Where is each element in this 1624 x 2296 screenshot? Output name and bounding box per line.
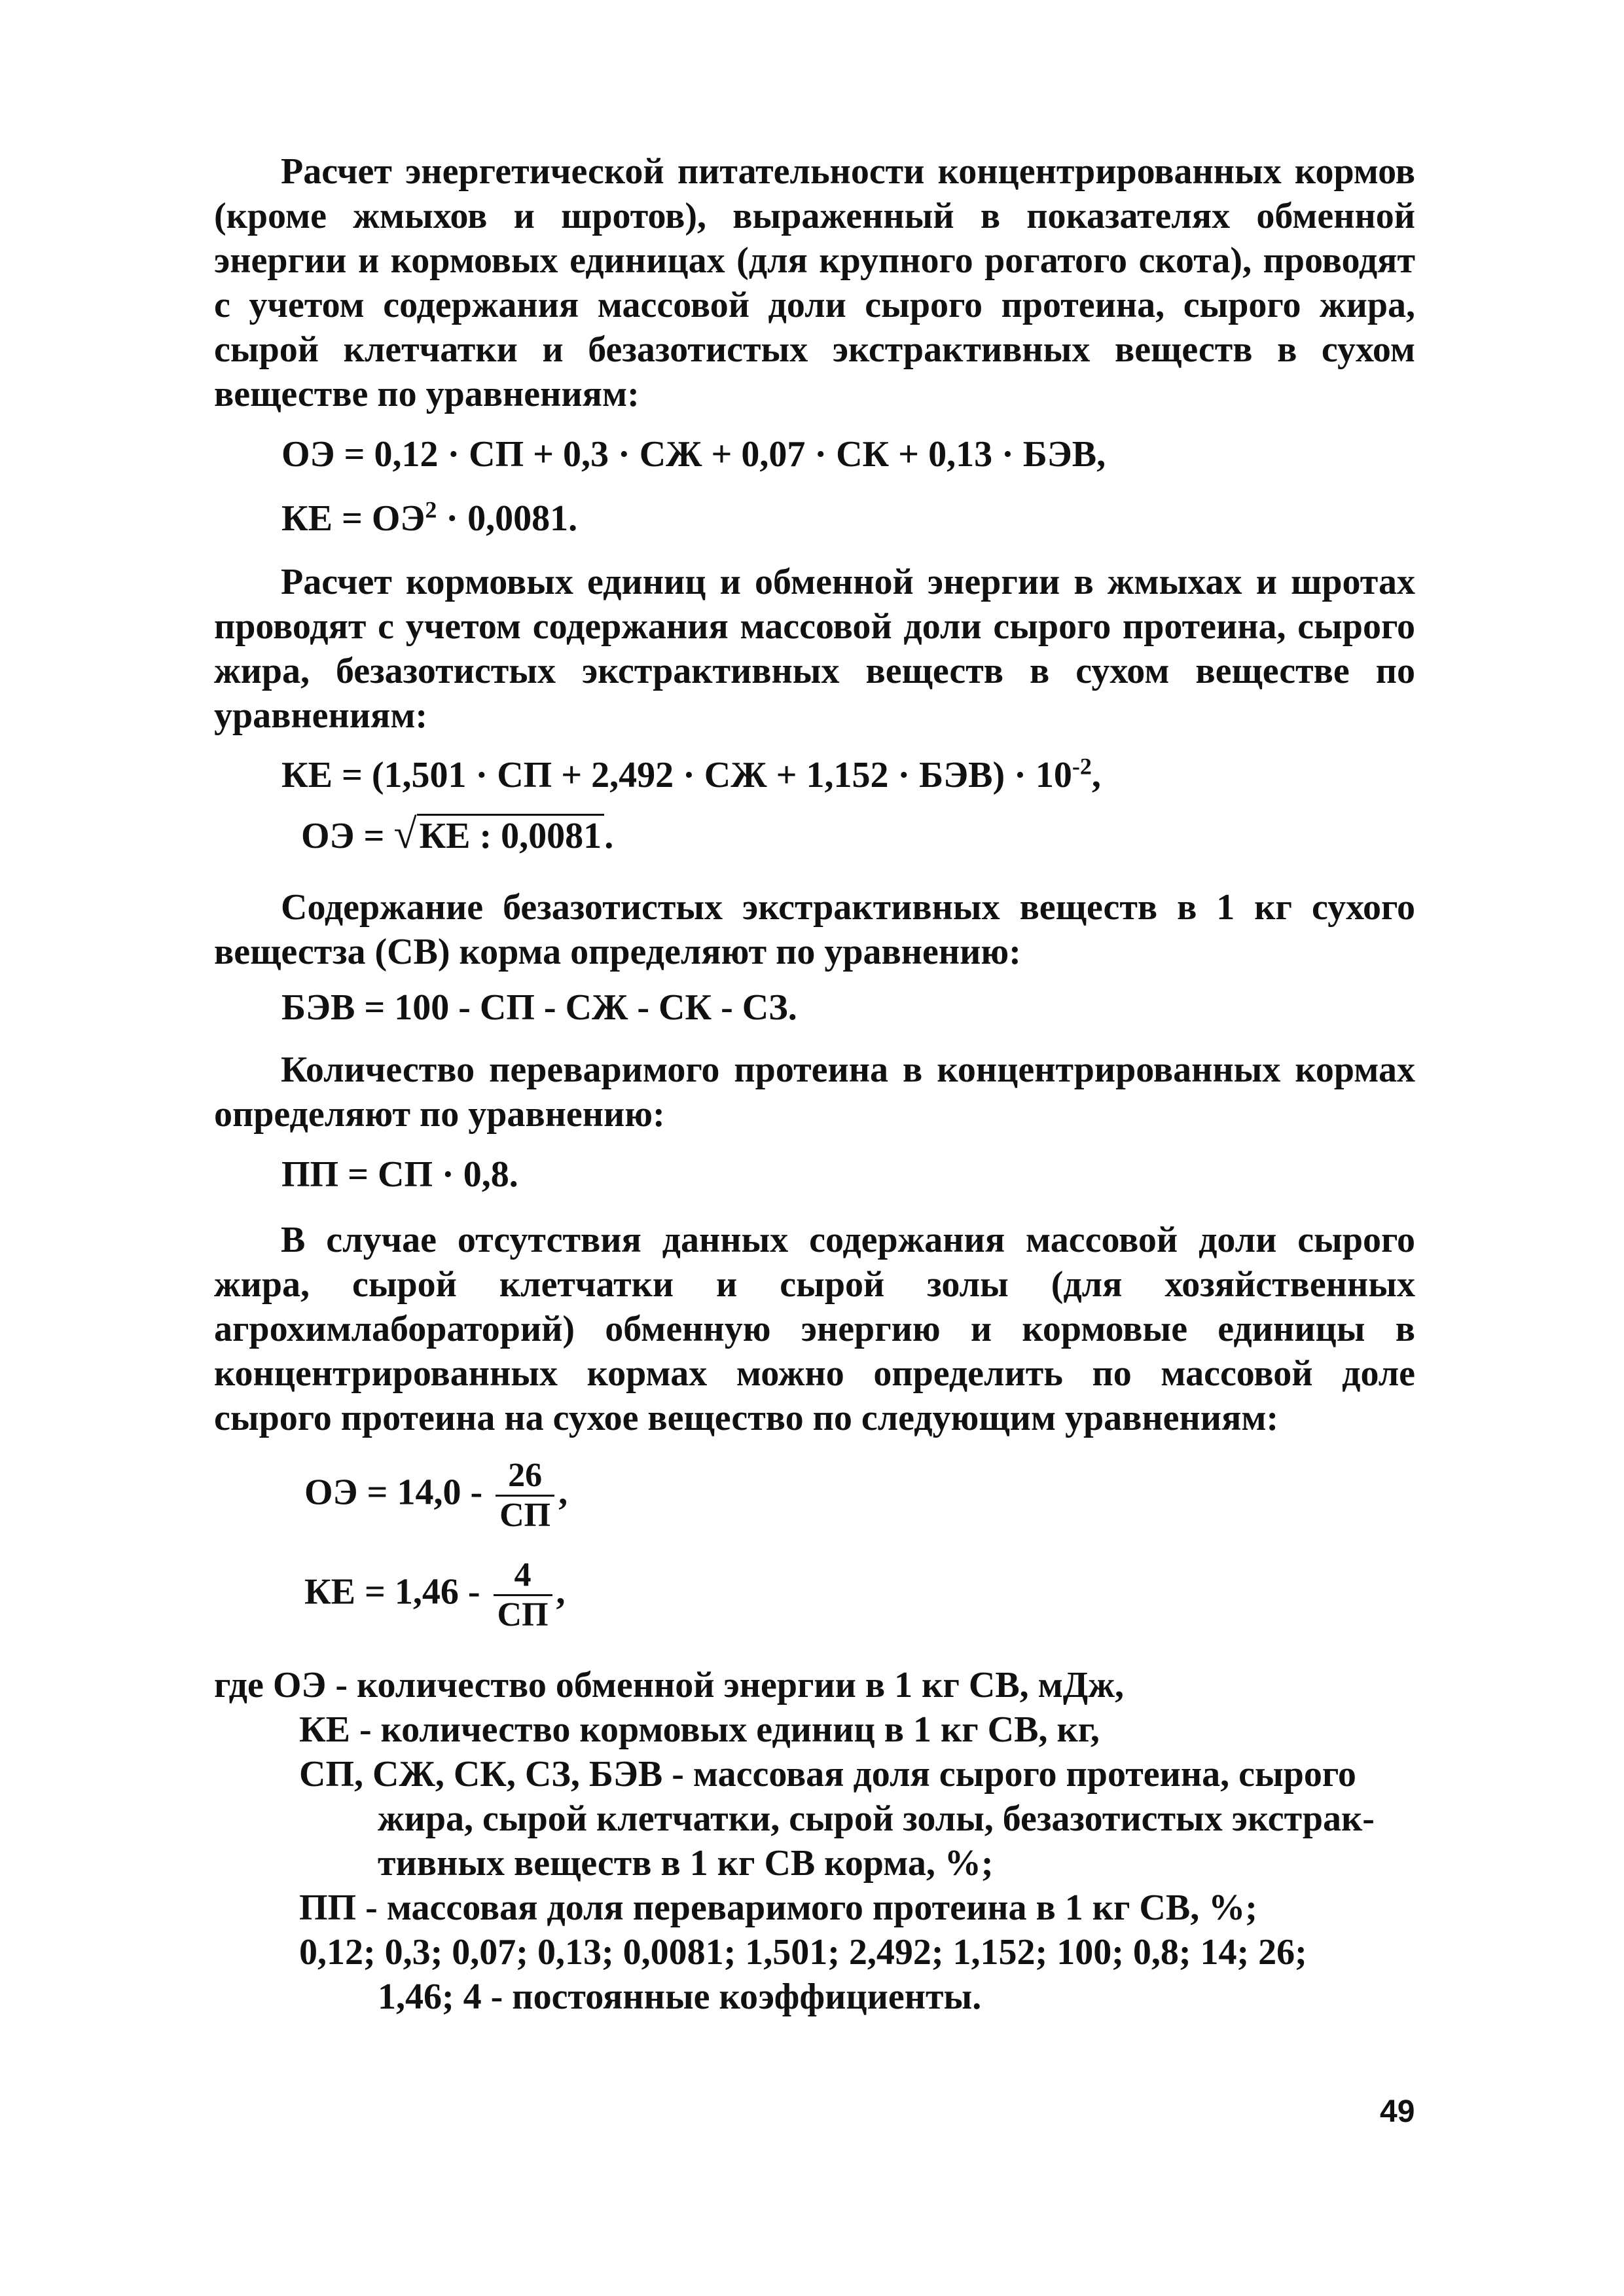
formula-ke-cakes [281,753,1101,797]
definition-components: СП, СЖ, СК, СЗ, БЭВ - массовая доля сырого протеина, сырого [299,1754,1356,1795]
fraction-numerator: 4 [494,1556,552,1596]
formula-pp: ПП = СП · 0,8. [281,1154,518,1195]
definition-pp: ПП - массовая доля переваримого протеина в 1 кг СВ, %; [299,1887,1257,1928]
sqrt-argument: КЕ : 0,0081 [417,814,605,856]
definition-oe-text: ОЭ - количество обменной энергии в 1 кг СВ, мДж, [272,1665,1124,1705]
formula-ke-left: КЕ = ОЭ [281,498,425,539]
formula-oe-simplified-right: , [558,1472,568,1513]
formula-ke-cakes-superscript: -2 [1072,753,1092,780]
sqrt-expression [393,812,604,858]
formula-oe-concentrates: ОЭ = 0,12 · СП + 0,3 · СЖ + 0,07 · СК + 0,13 · БЭВ, [281,434,1106,475]
paragraph-digestible-protein: Количество переваримого протеина в концентрированных кормах определяют по уравнению: [214,1049,1415,1135]
paragraph-missing-data: В случае отсутствия данных содержания массовой доли сырого жира, сырой клетчатки и сырой золы (для хозяйственных агрохимлабораторий) обменную энергию и кормовые единицы в концентрированных кормах можно определить по массовой доле сырого протеина на сухое вещество по следующим уравнениям: [214,1220,1415,1438]
formula-oe-sqrt-right: . [604,816,614,856]
paragraph-bev-content: Содержание безазотистых экстрактивных веществ в 1 кг сухого вещестза (СВ) корма определяют по уравнению: [214,887,1415,972]
fraction-denominator: СП [497,1596,549,1633]
formula-ke-cakes-right: , [1091,755,1101,795]
definition-ke: КЕ - количество кормовых единиц в 1 кг СВ, кг, [299,1709,1100,1750]
formula-ke-superscript: 2 [425,496,437,523]
formula-bev: БЭВ = 100 - СП - СЖ - СК - СЗ. [281,987,797,1028]
fraction-4-sp [494,1556,552,1634]
sqrt-sign: √ [393,811,417,857]
definition-components-cont2: тивных веществ в 1 кг СВ корма, %; [378,1843,994,1884]
paragraph-energy-calculation: Расчет энергетической питательности концентрированных кормов (кроме жмыхов и шротов), выраженный в показателях обменной энергии и кормовых единицах (для крупного рогатого скота), проводят с учетом содержания массовой доли сырого протеина, сырого жира, сырой клетчатки и безазотистых экстрактивных веществ в сухом веществе по уравнениям: [214,151,1415,414]
formula-ke-simplified [304,1556,566,1634]
where-label: где [214,1665,264,1705]
formula-oe-simplified-left: ОЭ = 14,0 - [304,1472,492,1513]
definition-coefficients: 0,12; 0,3; 0,07; 0,13; 0,0081; 1,501; 2,492; 1,152; 100; 0,8; 14; 26; [299,1932,1307,1973]
formula-ke-right: · 0,0081. [437,498,578,539]
definition-oe [214,1663,1415,1707]
definitions-list [214,1663,1415,2019]
fraction-denominator: СП [499,1497,551,1534]
fraction-numerator: 26 [496,1457,554,1497]
paragraph-cakes-meals: Расчет кормовых единиц и обменной энергии в жмыхах и шротах проводят с учетом содержания массовой доли сырого протеина, сырого жира, безазотистых экстрактивных веществ в сухом веществе по уравнениям: [214,562,1415,736]
definition-coefficients-cont: 1,46; 4 - постоянные коэффициенты. [378,1977,982,2017]
definition-components-cont1: жира, сырой клетчатки, сырой золы, безазотистых экстрак- [378,1798,1375,1839]
formula-ke-simplified-left: КЕ = 1,46 - [304,1571,490,1613]
formula-ke-cakes-left: КЕ = (1,501 · СП + 2,492 · СЖ + 1,152 · БЭВ) · 10 [281,755,1072,795]
fraction-26-sp [496,1457,554,1535]
formula-oe-sqrt-left: ОЭ = [301,816,394,856]
formula-oe-sqrt [301,812,613,858]
page-number: 49 [1380,2094,1415,2129]
formula-ke-simplified-right: , [556,1571,566,1613]
formula-oe-simplified [304,1457,568,1535]
formula-ke-concentrates [281,496,577,541]
